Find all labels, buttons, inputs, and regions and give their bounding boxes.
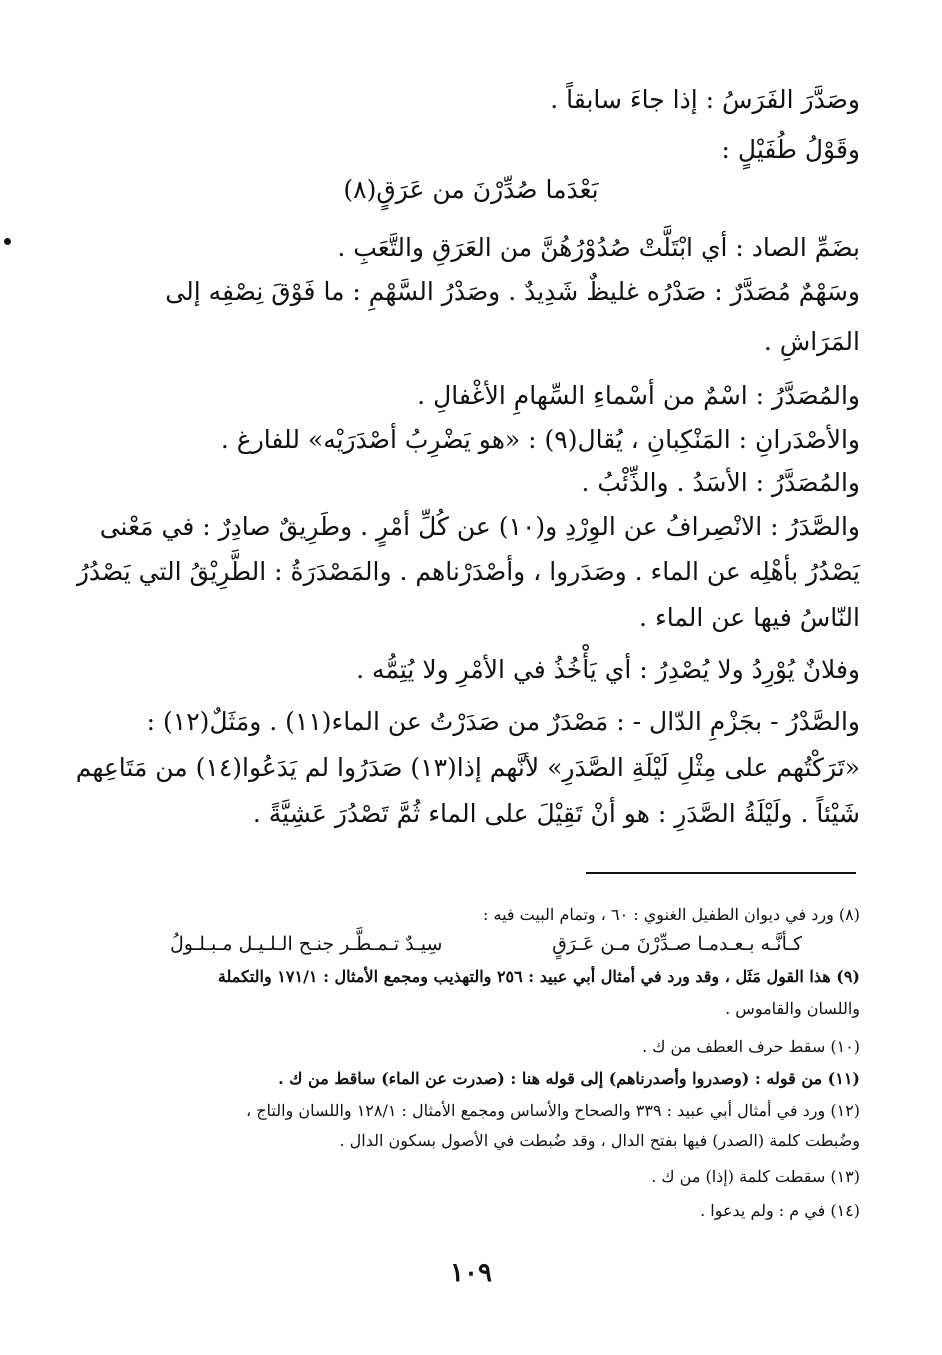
text-line-2: وقَوْلُ طُفَيْلٍ : (721, 135, 860, 164)
text-line-8: والأصْدَرانِ : المَنْكِبانِ ، يُقال(٩) : «هو يَضْرِبُ أصْدَرَيْه» للفارغ . (220, 425, 860, 454)
footnote-8: (٨) ورد في ديوان الطفيل الغنوي : ٦٠ ، وتمام البيت فيه : (483, 905, 860, 924)
page-number: ١٠٩ (450, 1258, 492, 1288)
footnote-12-cont: وضُبطت كلمة (الصدر) فيها بفتح الدال ، وقد ضُبطت في الأصول بسكون الدال . (339, 1131, 860, 1150)
footnote-10: (١٠) سقط حرف العطف من ك . (642, 1037, 860, 1056)
footnote-8-verse-right: كـأنَّـه بـعـدمـا صـدِّرْنَ مـن عَـرَقٍ (552, 933, 802, 955)
footnote-8-verse-left: سِيـدٌ تـمـطَّـر جنـح الـلـيـل مـبـلـولُ (170, 933, 443, 955)
footnote-11-text: (١١) من قوله : (وصدروا وأصدرناهم) إلى قوله هنا : (صدرت عن الماء) ساقط من ك . (278, 1069, 860, 1088)
text-line-11: يَصْدُرُ بأهْلِه عن الماء . وصَدَروا ، وأصْدَرْناهم . والمَصْدَرَةُ : الطَّرِيْقُ التي يَصْدُرُ (76, 557, 860, 586)
verse-quote: بَعْدَما صُدِّرْنَ من عَرَقٍ(٨) (343, 175, 599, 204)
text-line-7: والمُصَدَّرُ : اسْمٌ من أسْماءِ السِّهامِ الأغْفالِ . (417, 381, 860, 410)
text-line-15: «تَرَكْتُهم على مِثْلِ لَيْلَةِ الصَّدَرِ» لأنَّهم إذا(١٣) صَدَرُوا لم يَدَعُوا(١٤) من مَتَاعِهم (75, 753, 860, 782)
text-line-1: وصَدَّرَ الفَرَسُ : إذا جاءَ سابقاً . (550, 85, 860, 114)
footnote-13: (١٣) سقطت كلمة (إذا) من ك . (651, 1167, 860, 1186)
margin-mark (4, 238, 11, 245)
footnote-separator (586, 872, 856, 874)
footnote-14: (١٤) في م : ولم يدعوا . (700, 1201, 860, 1220)
footnote-11 (278, 1066, 860, 1092)
text-line-6: المَرَاشِ . (763, 327, 860, 356)
text-line-14: والصَّدْرُ - بجَزْمِ الدّال - : مَصْدَرٌ من صَدَرْتُ عن الماء(١١) . ومَثَلٌ(١٢) : (146, 707, 860, 736)
text-line-4: بضَمِّ الصاد : أي ابْتَلَّتْ صُدُوْرُهُنَّ من العَرَقِ والتَّعَبِ . (337, 233, 860, 262)
footnote-9 (218, 964, 860, 990)
text-line-16: شَيْئاً . ولَيْلَةُ الصَّدَرِ : هو أنْ تَقِيْلَ على الماء ثُمَّ تَصْدُرَ عَشِيَّةً . (252, 799, 860, 828)
footnote-9-cont: واللسان والقاموس . (725, 999, 860, 1018)
footnote-12: (١٢) ورد في أمثال أبي عبيد : ٣٣٩ والصحاح والأساس ومجمع الأمثال : ١٢٨/١ واللسان والتاج ، (245, 1101, 860, 1120)
text-line-10: والصَّدَرُ : الانْصِرافُ عن الوِرْدِ و(١٠) عن كُلِّ أمْرٍ . وطَرِيقٌ صادِرٌ : في مَعْنى (99, 512, 860, 541)
text-line-9: والمُصَدَّرُ : الأسَدُ . والذِّئْبُ . (581, 468, 860, 497)
footnote-9-line-1: (٩) هذا القول مَثَل ، وقد ورد في أمثال أبي عبيد : ٢٥٦ والتهذيب ومجمع الأمثال : ١٧١/١ والتكملة (217, 967, 860, 986)
text-line-12: النّاسُ فيها عن الماء . (639, 603, 860, 632)
text-line-5: وسَهْمٌ مُصَدَّرٌ : صَدْرُه غليظٌ شَدِيدٌ . وصَدْرُ السَّهْمِ : ما فَوْقَ نِصْفِه إلى (165, 277, 860, 306)
text-line-13: وفلانٌ يُوْرِدُ ولا يُصْدِرُ : أي يَأْخُذُ في الأمْرِ ولا يُتِمُّه . (356, 655, 860, 684)
